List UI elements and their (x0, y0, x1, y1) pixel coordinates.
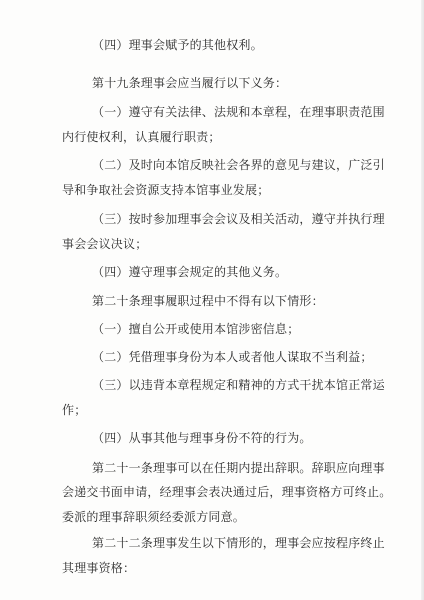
text-line-prohibit-4: （四）从事其他与理事身份不符的行为。 (92, 431, 312, 445)
article-21-line-1: 第二十一条理事可以在任期内提出辞职。辞职应向理事 (92, 461, 385, 475)
article-22-line-1: 第二十二条理事发生以下情形的，理事会应按程序终止 (92, 536, 385, 550)
text-line-duty-2a: （二）及时向本馆反映社会各界的意见与建议，广泛引 (92, 158, 385, 172)
article-22-line-2: 其理事资格： (62, 561, 136, 575)
article-21-line-3: 委派的理事辞职须经委派方同意。 (62, 510, 246, 524)
text-line-rights-4: （四）理事会赋予的其他权利。 (92, 38, 263, 52)
article-20-heading: 第二十条理事履职过程中不得有以下情形： (92, 294, 324, 308)
text-line-prohibit-2: （二）凭借理事身份为本人或者他人谋取不当利益； (92, 350, 373, 364)
text-line-duty-3b: 事会会议决议； (62, 237, 148, 251)
text-line-prohibit-3b: 作； (62, 403, 87, 417)
text-line-prohibit-3a: （三）以违背本章程规定和精神的方式干扰本馆正常运 (92, 378, 385, 392)
text-line-duty-1a: （一）遵守有关法律、法规和本章程，在理事职责范围 (92, 105, 385, 119)
text-line-duty-3a: （三）按时参加理事会会议及相关活动，遵守并执行理 (92, 212, 385, 226)
text-line-duty-1b: 内行使权利，认真履行职责； (62, 130, 221, 144)
text-line-duty-2b: 导和争取社会资源支持本馆事业发展； (62, 183, 270, 197)
text-line-prohibit-1: （一）擅自公开或使用本馆涉密信息； (92, 322, 300, 336)
article-21-line-2: 会递交书面申请，经理事会表决通过后，理事资格方可终止。 (62, 485, 392, 499)
text-line-duty-4: （四）遵守理事会规定的其他义务。 (92, 265, 288, 279)
article-19-heading: 第十九条理事会应当履行以下义务： (92, 76, 288, 90)
